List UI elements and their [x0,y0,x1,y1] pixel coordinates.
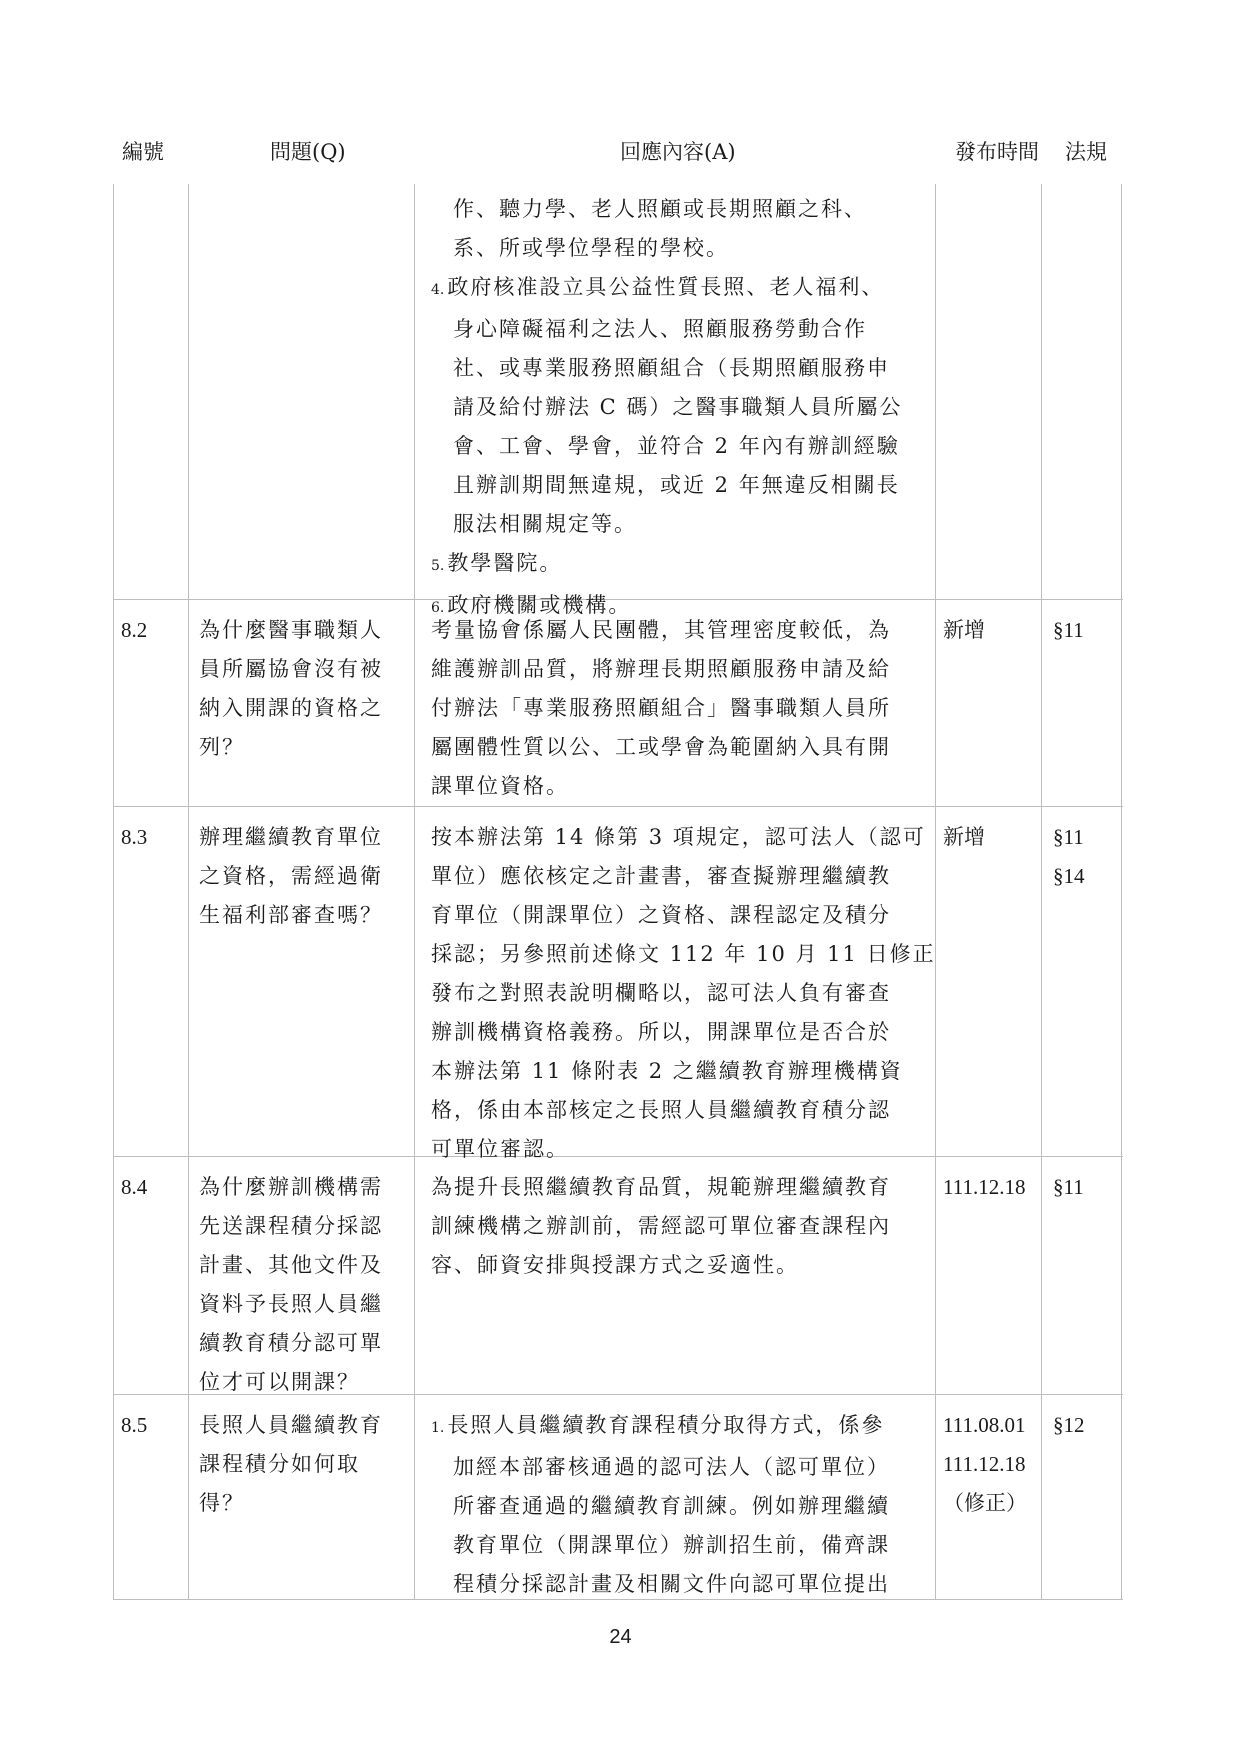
row-date [943,818,1053,857]
question-line: 資料予長照人員繼 [199,1292,383,1316]
answer-line: 身心障礙福利之法人、照顧服務勞動合作 [453,317,867,341]
law-reference: §11 [1053,825,1084,849]
answer-line: 6. 政府機關或機構。 [431,593,632,617]
answer-line: 訓練機構之辦訓前，需經認可單位審查課程內 [431,1214,891,1238]
faq-table [113,184,1123,1600]
answer-line: 格，係由本部核定之長照人員繼續教育積分認 [431,1098,891,1122]
question-line: 長照人員繼續教育 [199,1413,383,1437]
question-line: 得？ [199,1491,245,1515]
answer-line: 採認；另參照前述條文 112 年 10 月 11 日修正 [431,942,936,966]
question-line: 辦理繼續教育單位 [199,825,383,849]
date-line: 111.12.18 [943,1175,1026,1199]
question-line: 續教育積分認可單 [199,1331,383,1355]
row-number: 8.5 [121,1413,148,1437]
law-reference: §12 [1053,1413,1085,1437]
column-divider [414,184,415,1600]
header-number: 編號 [122,140,164,164]
answer-line: 課單位資格。 [431,774,569,798]
question-line: 為什麼醫事職類人 [199,618,383,642]
answer-line: 可單位審認。 [431,1137,569,1161]
row-law [1053,1168,1123,1207]
row-number: 8.2 [121,618,148,642]
row-date [943,1168,1053,1207]
question-line: 生福利部審查嗎？ [199,903,383,927]
question-line: 先送課程積分採認 [199,1214,383,1238]
law-reference: §11 [1053,1175,1084,1199]
answer-line: 維護辦訓品質，將辦理長期照顧服務申請及給 [431,657,891,681]
answer-line: 系、所或學位學程的學校。 [453,236,729,260]
table-border-left [113,184,114,1600]
continuation-answer [431,190,1051,628]
row-number: 8.4 [121,1175,148,1199]
date-line: 新增 [943,825,985,849]
answer-line: 辦訓機構資格義務。所以，開課單位是否合於 [431,1020,891,1044]
answer-line: 屬團體性質以公、工或學會為範圍納入具有開 [431,735,891,759]
row-answer [431,818,1051,1169]
row-date [943,1406,1053,1523]
header-question: 問題(Q) [270,140,346,164]
answer-line: 且辦訓期間無違規，或近 2 年無違反相關長 [453,473,900,497]
answer-line: 付辦法「專業服務照顧組合」醫事職類人員所 [431,696,891,720]
answer-line: 作、聽力學、老人照顧或長期照顧之科、 [453,197,867,221]
row-divider [113,806,1123,807]
answer-line: 本辦法第 11 條附表 2 之繼續教育辦理機構資 [431,1059,903,1083]
header-law: 法規 [1065,140,1107,164]
question-line: 列？ [199,735,245,759]
row-question [199,1406,399,1523]
table-header [0,136,1241,176]
column-divider [188,184,189,1600]
row-question [199,1168,399,1402]
law-reference: §11 [1053,618,1084,642]
date-line: 111.12.18 [943,1452,1026,1476]
question-line: 課程積分如何取 [199,1452,360,1476]
row-question [199,611,399,767]
question-line: 為什麼辦訓機構需 [199,1175,383,1199]
answer-line: 所審查通過的繼續教育訓練。例如辦理繼續 [453,1494,890,1518]
answer-line: 社、或專業服務照顧組合（長期照顧服務申 [453,356,890,380]
row-question [199,818,399,935]
row-law [1053,1406,1123,1445]
answer-line: 單位）應依核定之計畫書，審查擬辦理繼續教 [431,864,891,888]
answer-line: 4. 政府核准設立具公益性質長照、老人福利、 [431,275,885,299]
row-law [1053,611,1123,650]
list-number: 1. [431,1420,445,1436]
answer-line: 5. 教學醫院。 [431,551,563,575]
date-line: 111.08.01 [943,1413,1026,1437]
answer-line: 考量協會係屬人民團體，其管理密度較低，為 [431,618,891,642]
answer-line: 育單位（開課單位）之資格、課程認定及積分 [431,903,891,927]
answer-line: 為提升長照繼續教育品質，規範辦理繼續教育 [431,1175,891,1199]
answer-line: 程積分採認計畫及相關文件向認可單位提出 [453,1572,890,1596]
question-line: 納入開課的資格之 [199,696,383,720]
list-number: 5. [431,558,445,574]
answer-line: 按本辦法第 14 條第 3 項規定，認可法人（認可 [431,825,926,849]
answer-line: 發布之對照表說明欄略以，認可法人負有審查 [431,981,891,1005]
answer-line: 教育單位（開課單位）辦訓招生前，備齊課 [453,1533,890,1557]
date-line: 新增 [943,618,985,642]
list-number: 6. [431,600,445,616]
row-date [943,611,1053,650]
answer-line: 會、工會、學會，並符合 2 年內有辦訓經驗 [453,434,900,458]
question-line: 計畫、其他文件及 [199,1253,383,1277]
date-line: （修正） [943,1491,1027,1515]
question-line: 之資格，需經過衛 [199,864,383,888]
header-date: 發布時間 [955,140,1039,164]
page-number: 24 [609,1626,632,1648]
question-line: 員所屬協會沒有被 [199,657,383,681]
question-line: 位才可以開課？ [199,1370,360,1394]
answer-line: 服法相關規定等。 [453,512,637,536]
row-law [1053,818,1123,896]
list-number: 4. [431,282,445,298]
answer-line: 請及給付辦法 C 碼）之醫事職類人員所屬公 [453,395,903,419]
answer-line: 1. 長照人員繼續教育課程積分取得方式，係參 [431,1413,885,1437]
answer-line: 加經本部審核通過的認可法人（認可單位） [453,1455,890,1479]
header-answer: 回應內容(A) [620,140,736,164]
row-number: 8.3 [121,825,148,849]
answer-line: 容、師資安排與授課方式之妥適性。 [431,1253,799,1277]
law-reference: §14 [1053,864,1085,888]
